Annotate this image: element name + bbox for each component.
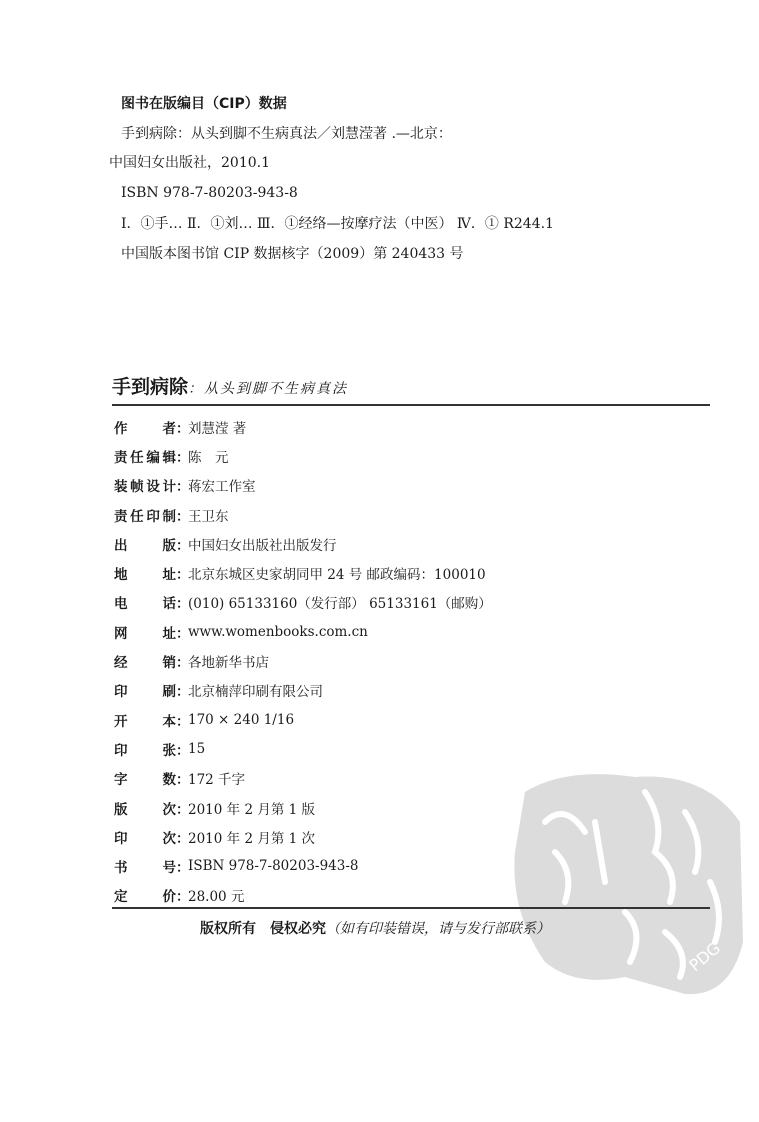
bottom-divider bbox=[112, 907, 710, 909]
book-title-main: 手到病除 bbox=[112, 376, 189, 398]
detail-row bbox=[114, 851, 492, 880]
detail-row bbox=[114, 734, 492, 763]
contact-note: （如有印装错误，请与发行部联系） bbox=[326, 921, 550, 937]
detail-value: 中国妇女出版社出版发行 bbox=[188, 537, 337, 554]
watermark-text: PDG bbox=[685, 938, 724, 976]
detail-row bbox=[114, 471, 492, 500]
detail-row bbox=[114, 500, 492, 529]
detail-colon: ： bbox=[176, 801, 190, 818]
detail-value: www.womenbooks.com.cn bbox=[188, 623, 368, 640]
detail-label: 出版 bbox=[114, 537, 176, 554]
detail-row bbox=[114, 588, 492, 617]
detail-row bbox=[114, 793, 492, 822]
cip-line: Ⅰ．①手… Ⅱ．①刘… Ⅲ．①经络—按摩疗法（中医） Ⅳ．① R244.1 bbox=[121, 216, 554, 232]
rights-reserved: 版权所有 侵权必究 bbox=[200, 921, 326, 937]
detail-row bbox=[114, 646, 492, 675]
detail-label: 书号 bbox=[114, 860, 176, 877]
detail-colon: ： bbox=[176, 567, 190, 584]
detail-label: 开本 bbox=[114, 713, 176, 730]
detail-row bbox=[114, 558, 492, 587]
detail-label: 定价 bbox=[114, 889, 176, 906]
detail-row bbox=[114, 881, 492, 910]
detail-label: 字数 bbox=[114, 772, 176, 789]
detail-row bbox=[114, 617, 492, 646]
detail-colon: ： bbox=[176, 889, 190, 906]
detail-colon: ： bbox=[176, 655, 190, 672]
detail-value: 170 × 240 1/16 bbox=[188, 711, 295, 728]
detail-label: 印张 bbox=[114, 742, 176, 759]
cip-heading: 图书在版编目（CIP）数据 bbox=[121, 96, 287, 112]
detail-colon: ： bbox=[176, 772, 190, 789]
detail-colon: ： bbox=[176, 537, 190, 554]
top-divider bbox=[112, 404, 710, 406]
detail-value: 172 千字 bbox=[188, 772, 246, 789]
detail-value: 王卫东 bbox=[188, 508, 229, 525]
detail-label: 地址 bbox=[114, 567, 176, 584]
cip-line: 手到病除：从头到脚不生病真法／刘慧滢著 .—北京： bbox=[121, 126, 452, 142]
detail-value: (010) 65133160（发行部） 65133161（邮购） bbox=[188, 596, 492, 613]
cip-line: 中国版本图书馆 CIP 数据核字（2009）第 240433 号 bbox=[121, 246, 464, 262]
detail-row bbox=[114, 529, 492, 558]
detail-label: 网址 bbox=[114, 625, 176, 642]
detail-value: 北京楠萍印刷有限公司 bbox=[188, 684, 323, 701]
seal-watermark bbox=[505, 762, 745, 1002]
detail-label: 版次 bbox=[114, 801, 176, 818]
detail-value: 28.00 元 bbox=[188, 889, 245, 906]
detail-row bbox=[114, 676, 492, 705]
book-title bbox=[112, 372, 348, 399]
detail-colon: ： bbox=[176, 860, 190, 877]
detail-label: 印刷 bbox=[114, 684, 176, 701]
detail-label: 经销 bbox=[114, 655, 176, 672]
detail-value: ISBN 978-7-80203-943-8 bbox=[188, 858, 359, 875]
detail-value: 各地新华书店 bbox=[188, 655, 269, 672]
detail-label: 作者 bbox=[114, 420, 176, 437]
detail-label: 责任编辑 bbox=[114, 449, 176, 466]
detail-colon: ： bbox=[176, 625, 190, 642]
detail-label: 印次 bbox=[114, 830, 176, 847]
detail-colon: ： bbox=[176, 479, 190, 496]
detail-row bbox=[114, 764, 492, 793]
cip-line: ISBN 978-7-80203-943-8 bbox=[121, 185, 298, 201]
detail-colon: ： bbox=[176, 449, 190, 466]
detail-value: 15 bbox=[188, 740, 206, 757]
detail-colon: ： bbox=[176, 684, 190, 701]
publication-details bbox=[114, 412, 492, 910]
detail-row bbox=[114, 412, 492, 441]
book-subtitle: ：从头到脚不生病真法 bbox=[188, 381, 349, 397]
detail-value: 北京东城区史家胡同甲 24 号 邮政编码：100010 bbox=[188, 567, 486, 584]
detail-row bbox=[114, 705, 492, 734]
detail-value: 刘慧滢 著 bbox=[188, 420, 247, 437]
detail-row bbox=[114, 822, 492, 851]
detail-colon: ： bbox=[176, 596, 190, 613]
detail-colon: ： bbox=[176, 508, 190, 525]
detail-value: 2010 年 2 月第 1 次 bbox=[188, 830, 315, 847]
detail-label: 电话 bbox=[114, 596, 176, 613]
detail-label: 责任印制 bbox=[114, 508, 176, 525]
detail-value: 陈 元 bbox=[188, 449, 229, 466]
detail-colon: ： bbox=[176, 420, 190, 437]
copyright-notice bbox=[200, 918, 550, 938]
detail-row bbox=[114, 441, 492, 470]
detail-colon: ： bbox=[176, 742, 190, 759]
detail-label: 装帧设计 bbox=[114, 479, 176, 496]
detail-value: 2010 年 2 月第 1 版 bbox=[188, 801, 315, 818]
cip-line: 中国妇女出版社，2010.1 bbox=[109, 155, 270, 171]
detail-colon: ： bbox=[176, 830, 190, 847]
detail-value: 蒋宏工作室 bbox=[188, 479, 256, 496]
detail-colon: ： bbox=[176, 713, 190, 730]
